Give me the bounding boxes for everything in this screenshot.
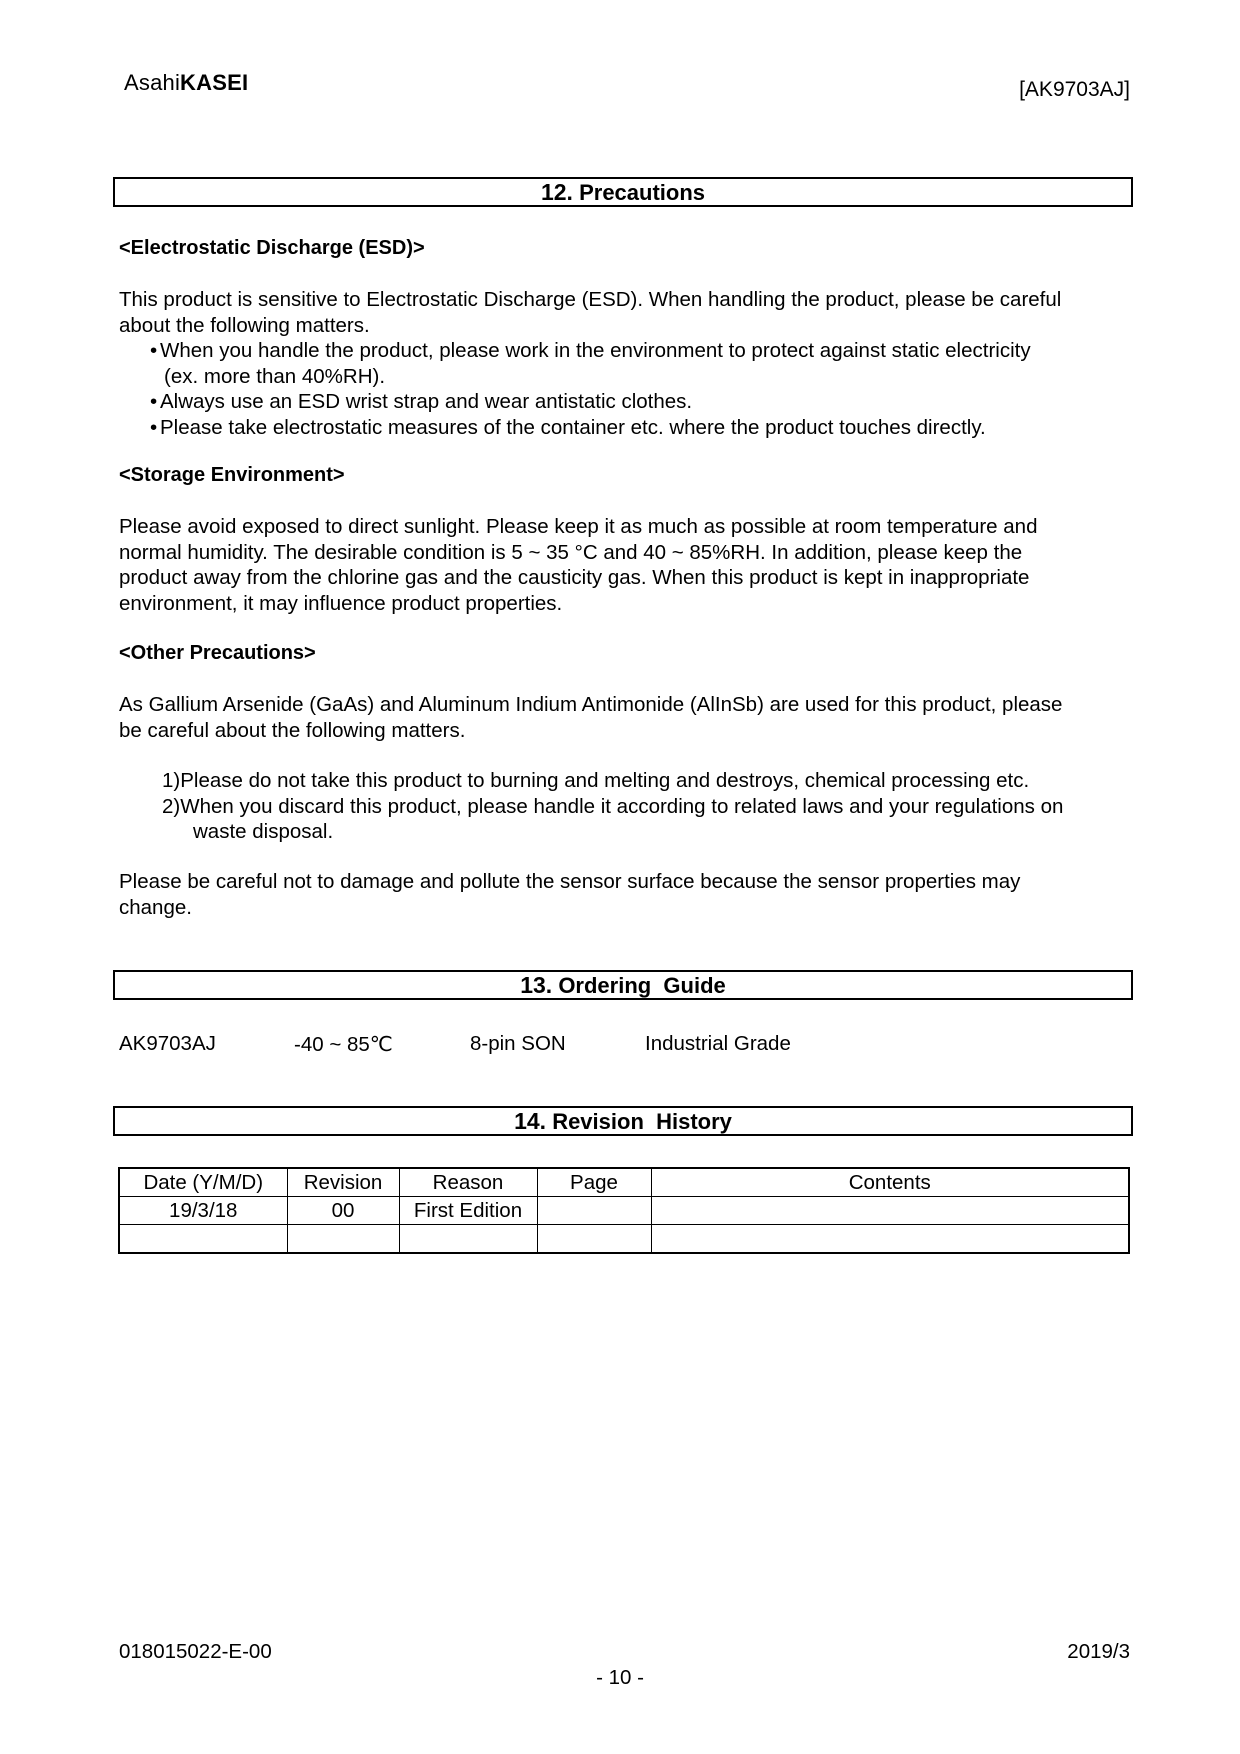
column-header-reason: Reason bbox=[399, 1168, 537, 1197]
section-13-header bbox=[113, 970, 1133, 1000]
esd-intro-line2: about the following matters. bbox=[119, 313, 370, 337]
esd-bullet-2-text: Always use an ESD wrist strap and wear antistatic clothes. bbox=[160, 390, 693, 413]
esd-intro bbox=[119, 287, 1139, 338]
other-intro-line2: be careful about the following matters. bbox=[119, 718, 466, 742]
cell-contents bbox=[651, 1225, 1129, 1254]
other-note-line2: change. bbox=[119, 895, 192, 919]
storage-heading: <Storage Environment> bbox=[119, 464, 345, 486]
section-12-number: 12. bbox=[540, 179, 573, 205]
section-14-title: Revision History bbox=[552, 1109, 732, 1134]
footer-doc-number: 018015022-E-00 bbox=[119, 1640, 272, 1663]
storage-paragraph bbox=[119, 514, 1139, 616]
company-logo bbox=[124, 70, 248, 96]
revision-history-table bbox=[118, 1167, 1130, 1254]
section-13-number: 13. bbox=[520, 972, 553, 998]
table-row bbox=[119, 1225, 1129, 1254]
ordering-temp-range: -40 ~ 85℃ bbox=[294, 1033, 393, 1056]
other-note bbox=[119, 869, 1139, 920]
cell-page bbox=[537, 1225, 651, 1254]
other-numbered-list bbox=[162, 768, 1142, 845]
column-header-page: Page bbox=[537, 1168, 651, 1197]
other-item-1: 1)Please do not take this product to burning and melting and destroys, chemical processing etc. bbox=[162, 769, 1030, 792]
cell-revision: 00 bbox=[287, 1197, 399, 1225]
esd-bullet-3-text: Please take electrostatic measures of the container etc. where the product touches directly. bbox=[160, 415, 986, 439]
section-12-header bbox=[113, 177, 1133, 207]
section-12-title: Precautions bbox=[579, 180, 706, 205]
other-heading: <Other Precautions> bbox=[119, 642, 316, 664]
storage-line2: normal humidity. The desirable condition is 5 ~ 35 °C and 40 ~ 85%RH. In addition, please keep the bbox=[119, 540, 1023, 564]
other-item-2-line2: waste disposal. bbox=[193, 820, 334, 843]
esd-bullet-1-line1: When you handle the product, please work in the environment to protect against static electricity bbox=[160, 339, 1031, 362]
section-14-number: 14. bbox=[514, 1108, 547, 1134]
storage-line4: environment, it may influence product properties. bbox=[119, 591, 563, 615]
column-header-contents: Contents bbox=[651, 1168, 1129, 1197]
cell-reason: First Edition bbox=[399, 1197, 537, 1225]
storage-line3: product away from the chlorine gas and the causticity gas. When this product is kept in inappropriate bbox=[119, 566, 1030, 589]
logo-text-kasei: KASEI bbox=[180, 70, 249, 95]
esd-bullet-3 bbox=[150, 415, 1130, 441]
ordering-grade: Industrial Grade bbox=[645, 1032, 791, 1055]
bullet-dot-icon: • bbox=[150, 415, 158, 439]
cell-page bbox=[537, 1197, 651, 1225]
table-row bbox=[119, 1197, 1129, 1225]
cell-date bbox=[119, 1225, 287, 1254]
cell-date: 19/3/18 bbox=[119, 1197, 287, 1225]
logo-text-asahi: Asahi bbox=[124, 70, 181, 95]
ordering-package: 8-pin SON bbox=[470, 1032, 566, 1055]
other-intro-line1: As Gallium Arsenide (GaAs) and Aluminum Indium Antimonide (AlInSb) are used for this product, please bbox=[119, 693, 1063, 716]
other-intro bbox=[119, 692, 1139, 743]
other-note-line1: Please be careful not to damage and pollute the sensor surface because the sensor properties may bbox=[119, 870, 1021, 893]
column-header-date: Date (Y/M/D) bbox=[119, 1168, 287, 1197]
esd-bullet-1 bbox=[150, 338, 1130, 364]
ordering-part-number: AK9703AJ bbox=[119, 1032, 216, 1055]
bullet-dot-icon: • bbox=[150, 390, 158, 413]
storage-line1: Please avoid exposed to direct sunlight. Please keep it as much as possible at room temperature and bbox=[119, 515, 1038, 538]
footer-page-number: - 10 - bbox=[596, 1666, 644, 1689]
bullet-dot-icon: • bbox=[150, 339, 158, 362]
table-header-row bbox=[119, 1168, 1129, 1197]
cell-contents bbox=[651, 1197, 1129, 1225]
esd-intro-line1: This product is sensitive to Electrostatic Discharge (ESD). When handling the product, please be careful bbox=[119, 288, 1062, 311]
document-id: [AK9703AJ] bbox=[1019, 78, 1130, 101]
section-14-header bbox=[113, 1106, 1133, 1136]
cell-reason bbox=[399, 1225, 537, 1254]
footer-date: 2019/3 bbox=[1067, 1640, 1130, 1663]
esd-bullet-2 bbox=[150, 389, 1130, 415]
other-item-2-line1: 2)When you discard this product, please handle it according to related laws and your regulations on bbox=[162, 794, 1064, 818]
esd-heading: <Electrostatic Discharge (ESD)> bbox=[119, 237, 425, 259]
esd-bullet-1-line2: (ex. more than 40%RH). bbox=[164, 364, 386, 388]
column-header-revision: Revision bbox=[287, 1168, 399, 1197]
section-13-title: Ordering Guide bbox=[558, 973, 726, 998]
esd-bullet-list bbox=[150, 338, 1130, 440]
cell-revision bbox=[287, 1225, 399, 1254]
